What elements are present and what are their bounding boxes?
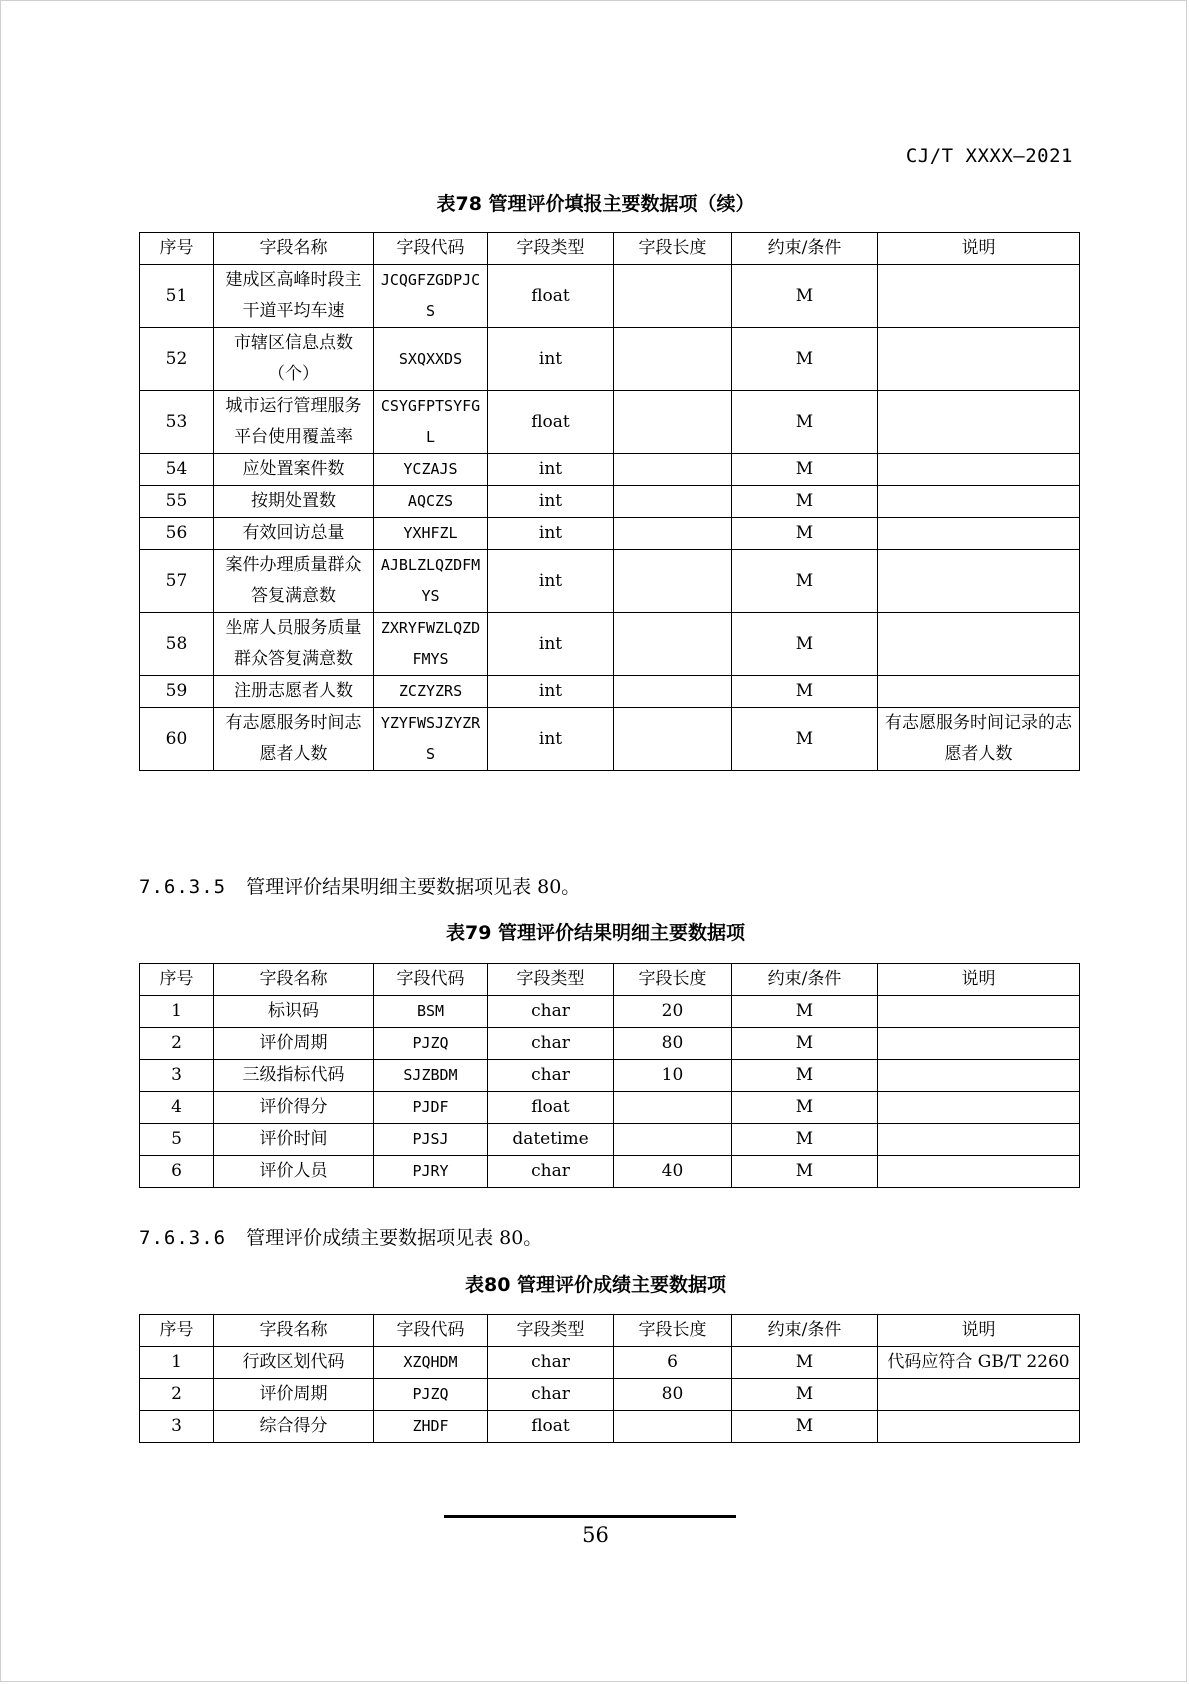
table-cell: 80 — [614, 1028, 732, 1060]
column-header: 约束/条件 — [732, 233, 878, 265]
clause-number: 7.6.3.5 — [139, 876, 227, 898]
table-cell: 评价得分 — [214, 1092, 374, 1124]
column-header: 说明 — [878, 1315, 1080, 1347]
column-header: 说明 — [878, 964, 1080, 996]
table-cell: XZQHDM — [374, 1347, 488, 1379]
table-cell: 3 — [140, 1411, 214, 1443]
table-cell: 52 — [140, 328, 214, 391]
table-row — [140, 1092, 1080, 1124]
table-cell: int — [488, 550, 614, 613]
table-cell: 案件办理质量群众答复满意数 — [214, 550, 374, 613]
table-cell: ZCZYZRS — [374, 676, 488, 708]
table-cell: 80 — [614, 1379, 732, 1411]
table-cell: 城市运行管理服务平台使用覆盖率 — [214, 391, 374, 454]
table-cell: datetime — [488, 1124, 614, 1156]
table-cell: 应处置案件数 — [214, 454, 374, 486]
table-cell: 评价时间 — [214, 1124, 374, 1156]
table-cell: M — [732, 1411, 878, 1443]
table-cell: 55 — [140, 486, 214, 518]
table-row — [140, 550, 1080, 613]
table-cell: CSYGFPTSYFGL — [374, 391, 488, 454]
table-cell: PJZQ — [374, 1028, 488, 1060]
table-cell: int — [488, 486, 614, 518]
table-row — [140, 486, 1080, 518]
table-row — [140, 518, 1080, 550]
table-cell: 60 — [140, 708, 214, 771]
table-cell: M — [732, 391, 878, 454]
table-header-row — [140, 964, 1080, 996]
table-cell: 行政区划代码 — [214, 1347, 374, 1379]
table-cell: M — [732, 1156, 878, 1188]
table-cell: 5 — [140, 1124, 214, 1156]
table-cell: float — [488, 1411, 614, 1443]
table-cell — [878, 1156, 1080, 1188]
table-cell — [878, 265, 1080, 328]
column-header: 字段代码 — [374, 964, 488, 996]
table-cell: SXQXXDS — [374, 328, 488, 391]
table-cell — [614, 486, 732, 518]
table-cell: 6 — [140, 1156, 214, 1188]
table-cell: char — [488, 996, 614, 1028]
table-cell — [878, 486, 1080, 518]
table-cell — [878, 1092, 1080, 1124]
table-cell — [614, 1124, 732, 1156]
table-cell: 有效回访总量 — [214, 518, 374, 550]
table-cell — [614, 708, 732, 771]
table80-title: 表80 管理评价成绩主要数据项 — [464, 1274, 727, 1296]
table-row — [140, 1411, 1080, 1443]
table-cell: 58 — [140, 613, 214, 676]
table-cell — [878, 328, 1080, 391]
table-cell: 6 — [614, 1347, 732, 1379]
table-cell: 20 — [614, 996, 732, 1028]
table-cell: PJDF — [374, 1092, 488, 1124]
table-cell — [614, 1092, 732, 1124]
table-cell — [878, 1124, 1080, 1156]
table-header-row — [140, 1315, 1080, 1347]
table-cell: M — [732, 1124, 878, 1156]
table80-body — [140, 1315, 1080, 1443]
table-cell: float — [488, 1092, 614, 1124]
table-cell — [878, 518, 1080, 550]
table-cell: 建成区高峰时段主干道平均车速 — [214, 265, 374, 328]
clause-7-6-3-5 — [139, 872, 580, 899]
table-cell: 56 — [140, 518, 214, 550]
table-cell: int — [488, 518, 614, 550]
clause-number: 7.6.3.6 — [139, 1227, 227, 1249]
table78 — [139, 232, 1080, 771]
table-cell — [878, 1379, 1080, 1411]
table-cell: 3 — [140, 1060, 214, 1092]
table-cell — [614, 454, 732, 486]
table-cell: char — [488, 1156, 614, 1188]
table-cell: int — [488, 613, 614, 676]
standard-code: CJ/T XXXX—2021 — [905, 145, 1073, 167]
table-cell — [614, 265, 732, 328]
table-row — [140, 676, 1080, 708]
table-cell: 4 — [140, 1092, 214, 1124]
table-row — [140, 1028, 1080, 1060]
table-cell — [614, 550, 732, 613]
column-header: 说明 — [878, 233, 1080, 265]
table-cell — [614, 676, 732, 708]
column-header: 字段代码 — [374, 233, 488, 265]
table-cell: 51 — [140, 265, 214, 328]
table-cell: AJBLZLQZDFMYS — [374, 550, 488, 613]
table-cell: 市辖区信息点数（个） — [214, 328, 374, 391]
footer-rule — [444, 1515, 736, 1518]
table-cell: M — [732, 676, 878, 708]
column-header: 字段类型 — [488, 964, 614, 996]
table-cell: PJZQ — [374, 1379, 488, 1411]
table-cell — [614, 391, 732, 454]
table-cell: M — [732, 1060, 878, 1092]
table-cell: 评价周期 — [214, 1379, 374, 1411]
table-cell: char — [488, 1060, 614, 1092]
table-cell: 注册志愿者人数 — [214, 676, 374, 708]
table-cell: char — [488, 1347, 614, 1379]
column-header: 字段名称 — [214, 233, 374, 265]
table-cell: int — [488, 328, 614, 391]
table-cell: 有志愿服务时间记录的志愿者人数 — [878, 708, 1080, 771]
column-header: 序号 — [140, 1315, 214, 1347]
clause-text: 管理评价结果明细主要数据项见表 80。 — [246, 876, 581, 898]
table-cell — [614, 328, 732, 391]
table-cell: 59 — [140, 676, 214, 708]
table-cell: JCQGFZGDPJCS — [374, 265, 488, 328]
table-cell: char — [488, 1379, 614, 1411]
column-header: 序号 — [140, 233, 214, 265]
table78-body — [140, 233, 1080, 771]
table-row — [140, 328, 1080, 391]
column-header: 字段名称 — [214, 964, 374, 996]
table-cell: M — [732, 550, 878, 613]
table-cell: char — [488, 1028, 614, 1060]
table-cell — [614, 1411, 732, 1443]
table-cell: 53 — [140, 391, 214, 454]
table-cell: ZXRYFWZLQZDFMYS — [374, 613, 488, 676]
table-cell: BSM — [374, 996, 488, 1028]
table-cell: 2 — [140, 1379, 214, 1411]
column-header: 字段名称 — [214, 1315, 374, 1347]
table-row — [140, 1156, 1080, 1188]
column-header: 字段类型 — [488, 233, 614, 265]
table-cell: 有志愿服务时间志愿者人数 — [214, 708, 374, 771]
table-cell: M — [732, 486, 878, 518]
table-cell: M — [732, 613, 878, 676]
table-header-row — [140, 233, 1080, 265]
table-cell — [878, 996, 1080, 1028]
table-row — [140, 1124, 1080, 1156]
table-cell: 1 — [140, 1347, 214, 1379]
table-cell: M — [732, 996, 878, 1028]
table-row — [140, 454, 1080, 486]
table-cell: SJZBDM — [374, 1060, 488, 1092]
column-header: 字段代码 — [374, 1315, 488, 1347]
table-row — [140, 708, 1080, 771]
table-cell: AQCZS — [374, 486, 488, 518]
table-row — [140, 1379, 1080, 1411]
table-cell: 三级指标代码 — [214, 1060, 374, 1092]
table-cell — [878, 676, 1080, 708]
table-cell: YCZAJS — [374, 454, 488, 486]
column-header: 约束/条件 — [732, 964, 878, 996]
table-cell: 标识码 — [214, 996, 374, 1028]
table-row — [140, 613, 1080, 676]
page-number: 56 — [582, 1523, 609, 1547]
table-cell — [878, 1028, 1080, 1060]
table-cell: ZHDF — [374, 1411, 488, 1443]
table-cell: 2 — [140, 1028, 214, 1060]
column-header: 字段长度 — [614, 964, 732, 996]
table-cell: M — [732, 708, 878, 771]
table-cell: YZYFWSJZYZRS — [374, 708, 488, 771]
table-cell: 代码应符合 GB/T 2260 — [878, 1347, 1080, 1379]
table-row — [140, 996, 1080, 1028]
table78-title: 表78 管理评价填报主要数据项（续） — [436, 193, 755, 215]
table-cell: 10 — [614, 1060, 732, 1092]
table-cell — [878, 613, 1080, 676]
table-cell: 1 — [140, 996, 214, 1028]
column-header: 字段类型 — [488, 1315, 614, 1347]
table80 — [139, 1314, 1080, 1443]
column-header: 字段长度 — [614, 1315, 732, 1347]
column-header: 字段长度 — [614, 233, 732, 265]
table79-body — [140, 964, 1080, 1188]
table-cell: M — [732, 1092, 878, 1124]
table-cell: 坐席人员服务质量群众答复满意数 — [214, 613, 374, 676]
table-cell: PJRY — [374, 1156, 488, 1188]
table-cell: M — [732, 1028, 878, 1060]
table-cell: int — [488, 708, 614, 771]
table-cell: int — [488, 454, 614, 486]
column-header: 约束/条件 — [732, 1315, 878, 1347]
table79 — [139, 963, 1080, 1188]
table-cell — [878, 454, 1080, 486]
table79-title: 表79 管理评价结果明细主要数据项 — [445, 922, 746, 944]
table-cell: 评价人员 — [214, 1156, 374, 1188]
table-cell: YXHFZL — [374, 518, 488, 550]
clause-7-6-3-6 — [139, 1223, 542, 1250]
table-cell — [878, 391, 1080, 454]
table-cell: 按期处置数 — [214, 486, 374, 518]
table-cell — [878, 1060, 1080, 1092]
table-cell: 综合得分 — [214, 1411, 374, 1443]
table-cell: M — [732, 1379, 878, 1411]
table-cell: PJSJ — [374, 1124, 488, 1156]
table-cell: 评价周期 — [214, 1028, 374, 1060]
column-header: 序号 — [140, 964, 214, 996]
table-cell: M — [732, 328, 878, 391]
table-cell: 57 — [140, 550, 214, 613]
table-cell: M — [732, 518, 878, 550]
table-cell: float — [488, 265, 614, 328]
table-cell — [878, 1411, 1080, 1443]
table-cell: M — [732, 265, 878, 328]
table-row — [140, 1347, 1080, 1379]
table-cell: M — [732, 454, 878, 486]
table-cell — [614, 613, 732, 676]
table-row — [140, 1060, 1080, 1092]
table-row — [140, 265, 1080, 328]
table-cell: 40 — [614, 1156, 732, 1188]
table-cell — [614, 518, 732, 550]
table-cell: 54 — [140, 454, 214, 486]
table-cell — [878, 550, 1080, 613]
table-cell: M — [732, 1347, 878, 1379]
table-cell: int — [488, 676, 614, 708]
table-row — [140, 391, 1080, 454]
clause-text: 管理评价成绩主要数据项见表 80。 — [246, 1227, 543, 1249]
table-cell: float — [488, 391, 614, 454]
